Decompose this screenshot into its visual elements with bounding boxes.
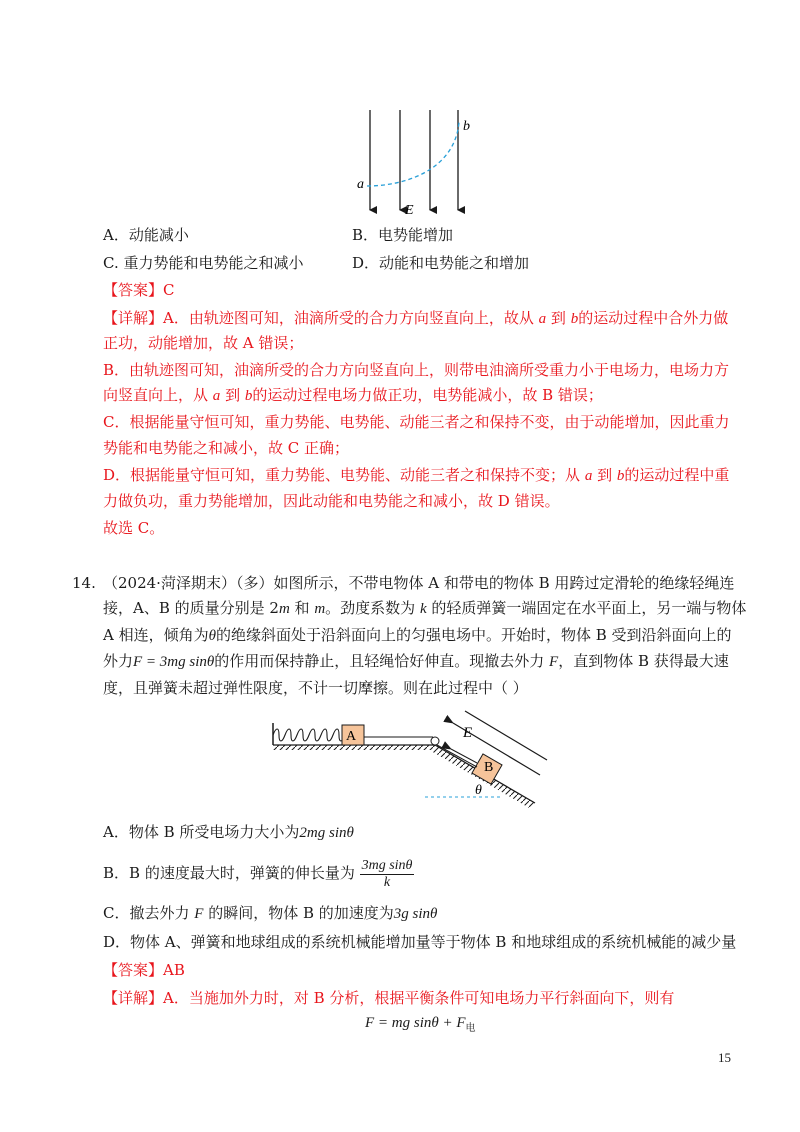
fraction [360, 858, 415, 891]
label-E: E [405, 203, 414, 218]
text: A 相连，倾角为 [103, 626, 209, 644]
equation-main: F = mg sinθ + F [365, 1015, 466, 1031]
var-b: b [570, 311, 579, 327]
incline-pulley-figure [265, 705, 555, 810]
text: 的作用而保持静止，且轻绳恰好伸直。现撤去外力 [214, 652, 550, 670]
fraction-numerator: 3mg sinθ [361, 857, 413, 873]
var-m: m [314, 601, 326, 617]
var-F: F [194, 906, 204, 922]
q14-option-c [103, 903, 437, 924]
label-b: b [463, 119, 470, 134]
text: 。劲度系数为 [325, 599, 420, 617]
text: 的瞬间，物体 B 的加速度为 [203, 904, 394, 922]
q14-answer: 【答案】AB [103, 961, 185, 979]
text: 到 [550, 309, 566, 327]
q13-detail-line-9: 故选 C。 [103, 519, 165, 537]
text: 的运动过程电场力做正功，电势能减小，故 B 错误； [252, 386, 603, 404]
text: 的运动过程中合外力做 [578, 309, 729, 327]
var-b: b [244, 388, 253, 404]
q13-detail-line-2: 正功，动能增加，故 A 错误； [103, 334, 304, 352]
q14-number: 14. [72, 574, 96, 592]
formula: 2mg sinθ [299, 825, 354, 841]
text: A．物体 B 所受电场力大小为 [103, 823, 300, 841]
text: 的运动过程中重 [624, 466, 730, 484]
text: 的绝缘斜面处于沿斜面向上的匀强电场中。开始时，物体 B 受到沿斜面向上的 [215, 626, 732, 644]
text: 的轻质弹簧一端固定在水平面上，另一端与物体 [426, 599, 747, 617]
q14-stem-line-5: 度，且弹簧未超过弹性限度，不计一切摩擦。则在此过程中（ ） [103, 679, 528, 697]
q14-equation [365, 1015, 476, 1034]
q13-option-c: C. 重力势能和电势能之和减小 [103, 254, 304, 272]
var-b: b [616, 468, 625, 484]
q13-option-a: A．动能减小 [103, 226, 189, 244]
q14-stem-line-3 [103, 625, 732, 646]
q13-detail-line-7 [103, 465, 729, 486]
field-line-E-2 [465, 711, 547, 760]
var-a: a [212, 388, 221, 404]
equation-subscript: 电 [465, 1023, 476, 1034]
pulley [431, 737, 439, 745]
horizontal-ground [273, 745, 435, 750]
q14-detail: 【详解】A．当施加外力时，对 B 分析，根据平衡条件可知电场力平行斜面向下，则有 [103, 989, 675, 1007]
label-theta: θ [475, 783, 482, 798]
label-E: E [463, 725, 473, 741]
var-a: a [538, 311, 547, 327]
text: 到 [225, 386, 241, 404]
fraction-denominator: k [383, 874, 391, 890]
q13-detail-line-8: 力做负功，重力势能增加，因此动能和电势能之和减小，故 D 错误。 [103, 492, 560, 510]
q14-option-d: D．物体 A、弹簧和地球组成的系统机械能增加量等于物体 B 和地球组成的系统机械能的减少量 [103, 933, 737, 951]
text: D．根据能量守恒可知，重力势能、电势能、动能三者之和保持不变；从 [103, 466, 581, 484]
var-theta: θ [208, 628, 216, 644]
text: B．B 的速度最大时，弹簧的伸长量为 [103, 864, 355, 882]
var-F: F [549, 654, 559, 670]
detail-label: 【详解】 [103, 309, 164, 327]
text: 和 [289, 599, 315, 617]
q13-option-d: D．动能和电势能之和增加 [352, 254, 530, 272]
label-a: a [357, 177, 364, 192]
q13-answer: 【答案】C [103, 281, 175, 299]
q13-option-b: B．电势能增加 [352, 226, 454, 244]
spring [273, 729, 349, 741]
q14-stem-line-4 [103, 651, 729, 672]
trajectory-curve [367, 122, 459, 186]
q14-option-b [103, 855, 414, 891]
page-number: 15 [718, 1050, 731, 1065]
text: ，直到物体 B 获得最大速 [558, 652, 729, 670]
text: C．撤去外力 [103, 904, 195, 922]
text: 向竖直向上，从 [103, 386, 209, 404]
q13-detail-line-3: B．由轨迹图可知，油滴所受的合力方向竖直向上，则带电油滴所受重力小于电场力，电场力方 [103, 361, 730, 379]
q13-detail-line-4 [103, 385, 603, 406]
q13-detail-line-5: C．根据能量守恒可知，重力势能、电势能、动能三者之和保持不变，由于动能增加，因此重力 [103, 413, 730, 431]
text: A．由轨迹图可知，油滴所受的合力方向竖直向上，故从 [163, 309, 534, 327]
formula: 3g sinθ [393, 906, 438, 922]
var-k: k [419, 601, 427, 617]
text: 接，A、B 的质量分别是 2 [103, 599, 279, 617]
q14-option-a [103, 822, 354, 843]
block-b-label: B [484, 760, 494, 775]
q13-detail-line-1 [103, 308, 728, 329]
q13-detail-line-6: 势能和电势能之和减小，故 C 正确； [103, 439, 350, 457]
field-trajectory-figure [345, 100, 485, 220]
text: 到 [597, 466, 613, 484]
var-a: a [584, 468, 593, 484]
text: 外力 [103, 652, 134, 670]
q14-stem-line-2 [103, 598, 746, 619]
formula-F-3mgsin: F = 3mg sinθ [133, 654, 215, 670]
block-a-label: A [346, 729, 357, 744]
q14-stem-line-1: （2024·菏泽期末）（多）如图所示，不带电物体 A 和带电的物体 B 用跨过定滑轮的绝缘轻绳连 [103, 574, 735, 592]
var-m: m [278, 601, 290, 617]
